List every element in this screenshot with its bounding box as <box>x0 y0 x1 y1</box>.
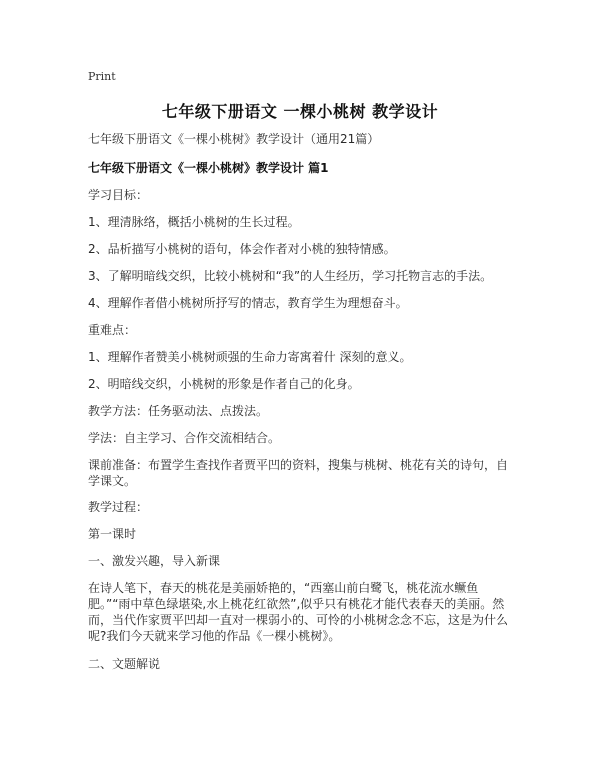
goal-item-3: 3、了解明暗线交织，比较小桃树和“我”的人生经历，学习托物言志的手法。 <box>88 269 493 283</box>
step-heading-1: 一、激发兴趣，导入新课 <box>88 554 221 568</box>
goal-item-4: 4、理解作者借小桃树所抒写的情志，教育学生为理想奋斗。 <box>88 296 408 310</box>
document-title: 七年级下册语文 一棵小桃树 教学设计 <box>161 102 439 121</box>
process-label: 教学过程： <box>88 500 149 514</box>
lesson-heading: 第一课时 <box>88 527 137 541</box>
preparation-paragraph: 课前准备：布置学生查找作者贾平凹的资料，搜集与桃树、桃花有关的诗句，自学课文。 <box>88 458 509 488</box>
intro-paragraph: 在诗人笔下，春天的桃花是美丽娇艳的，“西塞山前白鹭飞，桃花流水鳜鱼肥。”“雨中草色绿堪染,水上桃花红欲然”,似乎只有桃花才能代表春天的美丽。然而，当代作家贾平凹却一直对一棵弱小的、可怜的小桃树念念不忘，这是为什么呢?我们今天就来学习他的作品《一棵小桃树》。 <box>88 581 509 643</box>
goal-item-1: 1、理清脉络，概括小桃树的生长过程。 <box>88 215 300 229</box>
document-subtitle: 七年级下册语文《一棵小桃树》教学设计（通用21篇） <box>88 132 380 146</box>
key-point-2: 2、明暗线交织，小桃树的形象是作者自己的化身。 <box>88 377 360 391</box>
goals-label: 学习目标： <box>88 188 149 202</box>
section-heading: 七年级下册语文《一棵小桃树》教学设计 篇1 <box>88 161 329 175</box>
goal-item-2: 2、品析描写小桃树的语句，体会作者对小桃的独特情感。 <box>88 242 396 256</box>
step-heading-2: 二、文题解说 <box>88 657 161 671</box>
learning-method: 学法：自主学习、合作交流相结合。 <box>88 431 281 445</box>
key-point-1: 1、理解作者赞美小桃树顽强的生命力寄寓着什 深刻的意义。 <box>88 350 412 364</box>
key-points-label: 重难点： <box>88 323 137 337</box>
print-label[interactable]: Print <box>88 70 116 83</box>
teaching-method: 教学方法：任务驱动法、点拨法。 <box>88 404 269 418</box>
